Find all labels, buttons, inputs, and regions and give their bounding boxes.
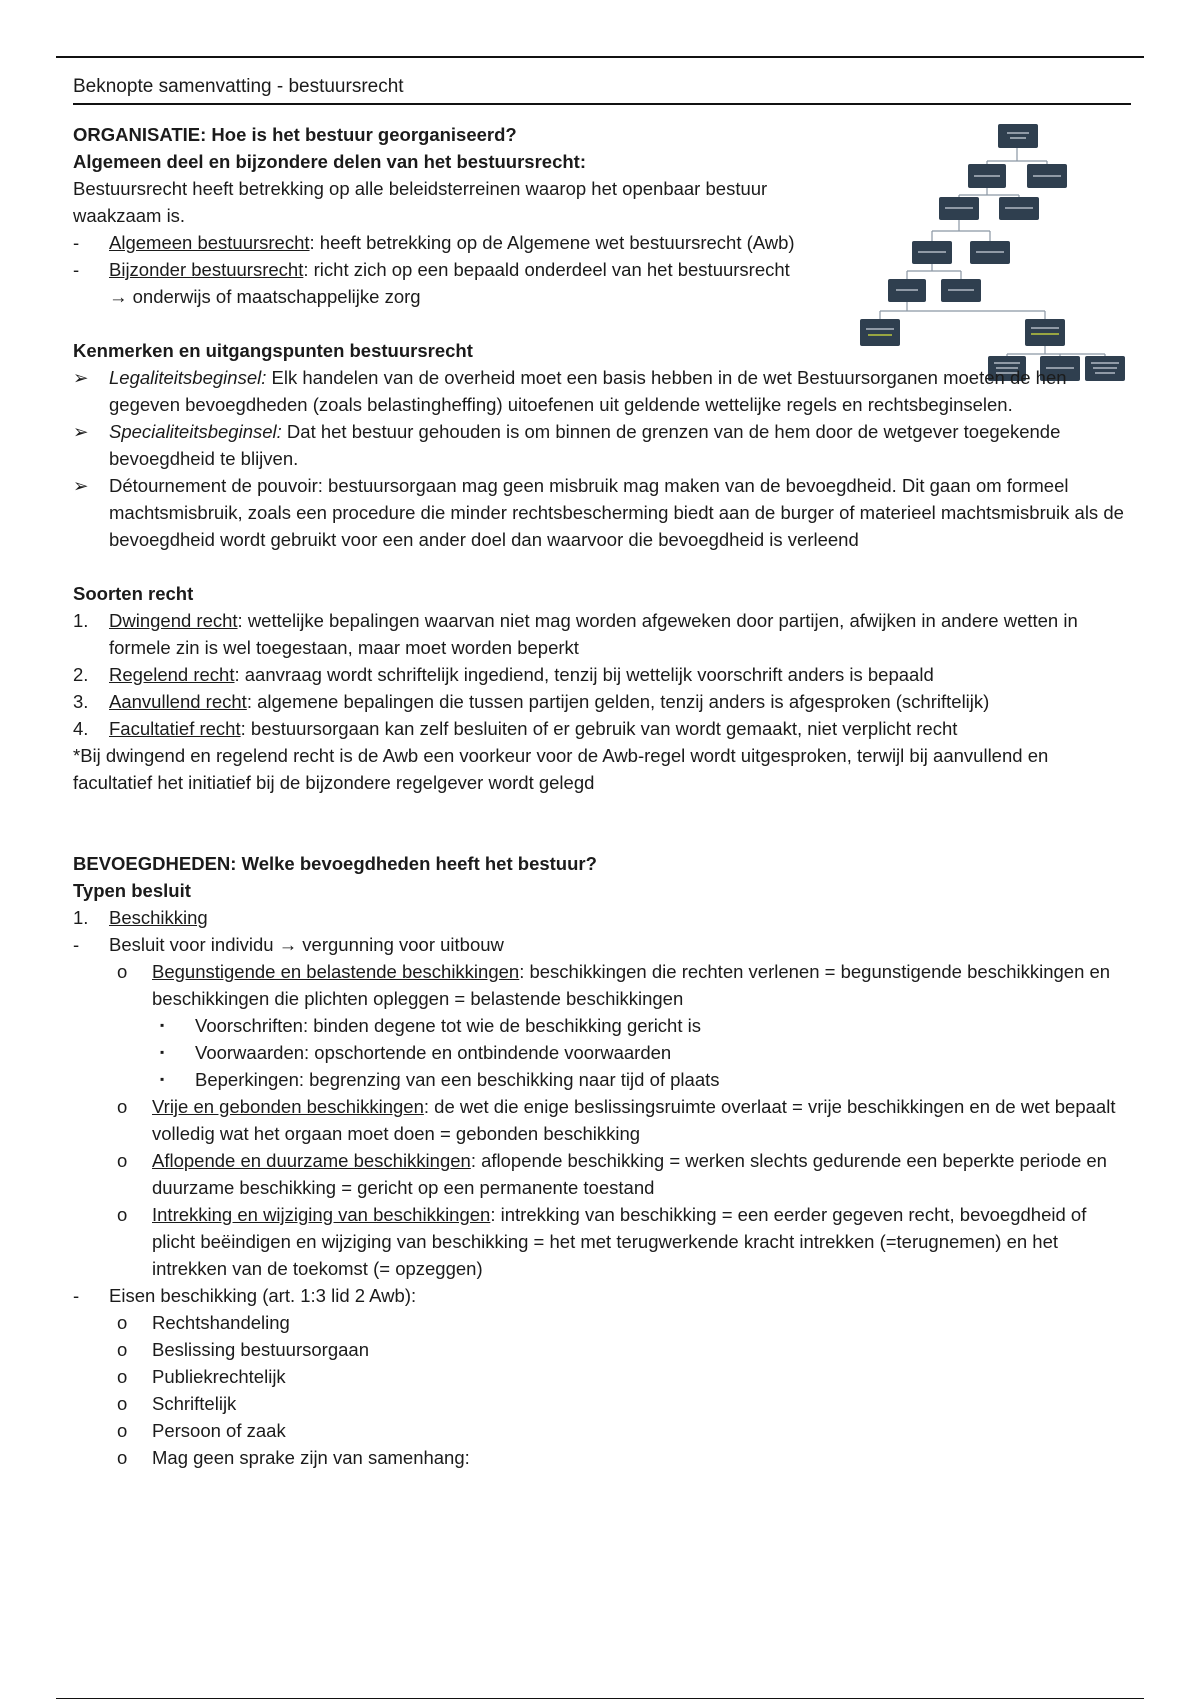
list-item xyxy=(73,661,1129,688)
arrow-bullet-icon: ➢ xyxy=(73,475,89,496)
term: Algemeen bestuursrecht xyxy=(109,232,310,253)
item-text: : intrekking van beschikking = een eerder gegeven recht, bevoegdheid of plicht beëindigen en wijziging van beschikking = het met terugwerkende kracht intrekken (=terugnemen) en het intrekken van de toekomst (= opzeggen) xyxy=(152,1204,1087,1279)
item-text: Rechtshandeling xyxy=(152,1312,290,1333)
list-item xyxy=(73,1336,1129,1363)
list-item xyxy=(73,1147,1129,1201)
item-text: Eisen beschikking (art. 1:3 lid 2 Awb): xyxy=(109,1285,417,1306)
list-item xyxy=(73,229,809,256)
list-item xyxy=(73,1201,1129,1282)
page-header xyxy=(73,73,1131,105)
list-item xyxy=(73,1066,1129,1093)
item-text: : de wet die enige beslissingsruimte overlaat = vrije beschikkingen en de wet bepaalt volledig wat het orgaan moet doen = gebonden beschikking xyxy=(152,1096,1116,1144)
item-text: Beslissing bestuursorgaan xyxy=(152,1339,369,1360)
circle-bullet-icon: o xyxy=(117,1366,128,1387)
list-number: 2. xyxy=(73,664,89,685)
term: Dwingend recht xyxy=(109,610,238,631)
circle-bullet-icon: o xyxy=(117,1312,128,1333)
circle-bullet-icon: o xyxy=(117,1420,128,1441)
term: Legaliteitsbeginsel: xyxy=(109,367,267,388)
circle-bullet-icon: o xyxy=(117,1339,128,1360)
term: Beschikking xyxy=(109,907,208,928)
header-title: Beknopte samenvatting - bestuursrecht xyxy=(73,76,404,97)
item-text: Dat het bestuur gehouden is om binnen de grenzen van de hem door de wetgever toegekende bevoegdheid te blijven. xyxy=(109,421,1061,469)
circle-bullet-icon: o xyxy=(117,1204,128,1225)
list-marker: - xyxy=(73,259,80,280)
list-item xyxy=(73,1093,1129,1147)
square-bullet-icon: ▪ xyxy=(160,1018,165,1032)
list-marker: - xyxy=(73,934,80,955)
list-item xyxy=(73,958,1129,1012)
list-item xyxy=(73,931,1129,958)
circle-bullet-icon: o xyxy=(117,1447,128,1468)
item-text: : bestuursorgaan kan zelf besluiten of er gebruik van wordt gemaakt, niet verplicht recht xyxy=(240,718,958,739)
term: Begunstigende en belastende beschikkingen xyxy=(152,961,520,982)
organisatie-heading: ORGANISATIE: Hoe is het bestuur georganiseerd? xyxy=(73,124,517,145)
bottom-rule xyxy=(56,1698,1144,1699)
item-text: : beschikkingen die rechten verlenen = begunstigende beschikkingen en beschikkingen die plichten opleggen = belastende beschikkingen xyxy=(152,961,1111,1009)
item-text: Elk handelen van de overheid moet een basis hebben in de wet Bestuursorganen moeten de hen gegeven bevoegdheden (zoals belastingheffing) uitoefenen uit geldende wettelijke regels en rechtsbeginselen. xyxy=(109,367,1067,415)
list-number: 1. xyxy=(73,610,89,631)
item-text: : algemene bepalingen die tussen partijen gelden, tenzij anders is afgesproken (schriftelijk) xyxy=(246,691,990,712)
list-item xyxy=(73,904,1129,931)
item-text: : aflopende beschikking = werken slechts gedurende een beperkte periode en duurzame beschikking = gericht op een permanente toestand xyxy=(152,1150,1107,1198)
top-rule xyxy=(56,56,1144,58)
list-item xyxy=(73,418,1129,472)
item-text: Persoon of zaak xyxy=(152,1420,286,1441)
term: Specialiteitsbeginsel: xyxy=(109,421,282,442)
list-number: 1. xyxy=(73,907,89,928)
item-text: : wettelijke bepalingen waarvan niet mag worden afgeweken door partijen, afwijken in andere wetten in formele zin is wel toegestaan, maar moet worden beperkt xyxy=(109,610,1078,658)
kenmerken-heading: Kenmerken en uitgangspunten bestuursrecht xyxy=(73,340,473,361)
item-text: : aanvraag wordt schriftelijk ingediend, tenzij bij wettelijk voorschrift anders is bepaald xyxy=(234,664,934,685)
bevoegdheden-heading: BEVOEGDHEDEN: Welke bevoegdheden heeft het bestuur? xyxy=(73,853,597,874)
circle-bullet-icon: o xyxy=(117,961,128,982)
soorten-heading: Soorten recht xyxy=(73,583,194,604)
term: Facultatief recht xyxy=(109,718,241,739)
square-bullet-icon: ▪ xyxy=(160,1072,165,1086)
term: Intrekking en wijziging van beschikkingen xyxy=(152,1204,491,1225)
circle-bullet-icon: o xyxy=(117,1150,128,1171)
list-item xyxy=(73,1390,1129,1417)
term: Regelend recht xyxy=(109,664,235,685)
arrow-bullet-icon: ➢ xyxy=(73,421,89,442)
list-item xyxy=(73,256,809,310)
item-text: : heeft betrekking op de Algemene wet bestuursrecht (Awb) xyxy=(309,232,795,253)
list-item xyxy=(73,364,1129,418)
term: Vrije en gebonden beschikkingen xyxy=(152,1096,424,1117)
circle-bullet-icon: o xyxy=(117,1096,128,1117)
item-text: Voorwaarden: opschortende en ontbindende voorwaarden xyxy=(195,1042,672,1063)
bevoegdheden-subheading: Typen besluit xyxy=(73,880,191,901)
list-item xyxy=(73,1039,1129,1066)
item-text: Mag geen sprake zijn van samenhang: xyxy=(152,1447,470,1468)
organisatie-intro: Bestuursrecht heeft betrekking op alle beleidsterreinen waarop het openbaar bestuur waakzaam is. xyxy=(73,178,768,226)
item-text: Détournement de pouvoir: bestuursorgaan mag geen misbruik mag maken van de bevoegdheid. Dit gaan om formeel machtsmisbruik, zoals een procedure die minder rechtsbescherming biedt aan de burger of materieel machtsmisbruik als de bevoegdheid wordt gebruikt voor een ander doel dan waarvoor die bevoegdheid is verleend xyxy=(109,475,1124,550)
circle-bullet-icon: o xyxy=(117,1393,128,1414)
list-item xyxy=(73,1444,1129,1471)
list-marker: - xyxy=(73,232,80,253)
list-item xyxy=(73,1012,1129,1039)
page-content xyxy=(73,121,1129,1471)
term: Aflopende en duurzame beschikkingen xyxy=(152,1150,471,1171)
list-item xyxy=(73,688,1129,715)
list-item xyxy=(73,607,1129,661)
item-text: Voorschriften: binden degene tot wie de beschikking gericht is xyxy=(195,1015,701,1036)
item-text: Publiekrechtelijk xyxy=(152,1366,286,1387)
item-text: : richt zich op een bepaald onderdeel van het bestuursrecht → onderwijs of maatschappelijke zorg xyxy=(109,259,790,307)
arrow-bullet-icon: ➢ xyxy=(73,367,89,388)
term: Bijzonder bestuursrecht xyxy=(109,259,304,280)
soorten-note: *Bij dwingend en regelend recht is de Awb een voorkeur voor de Awb-regel wordt uitgesproken, terwijl bij aanvullend en facultatief het initiatief bij de bijzondere regelgever wordt gelegd xyxy=(73,745,1049,793)
item-text: Besluit voor individu → vergunning voor uitbouw xyxy=(109,934,504,955)
square-bullet-icon: ▪ xyxy=(160,1045,165,1059)
list-item xyxy=(73,1417,1129,1444)
item-text: Beperkingen: begrenzing van een beschikking naar tijd of plaats xyxy=(195,1069,720,1090)
term: Aanvullend recht xyxy=(109,691,247,712)
list-item xyxy=(73,1363,1129,1390)
list-number: 4. xyxy=(73,718,89,739)
list-number: 3. xyxy=(73,691,89,712)
item-text: Schriftelijk xyxy=(152,1393,237,1414)
organisatie-subheading: Algemeen deel en bijzondere delen van het bestuursrecht: xyxy=(73,151,586,172)
list-item xyxy=(73,715,1129,742)
list-item xyxy=(73,1309,1129,1336)
list-item xyxy=(73,1282,1129,1309)
list-marker: - xyxy=(73,1285,80,1306)
list-item xyxy=(73,472,1129,553)
